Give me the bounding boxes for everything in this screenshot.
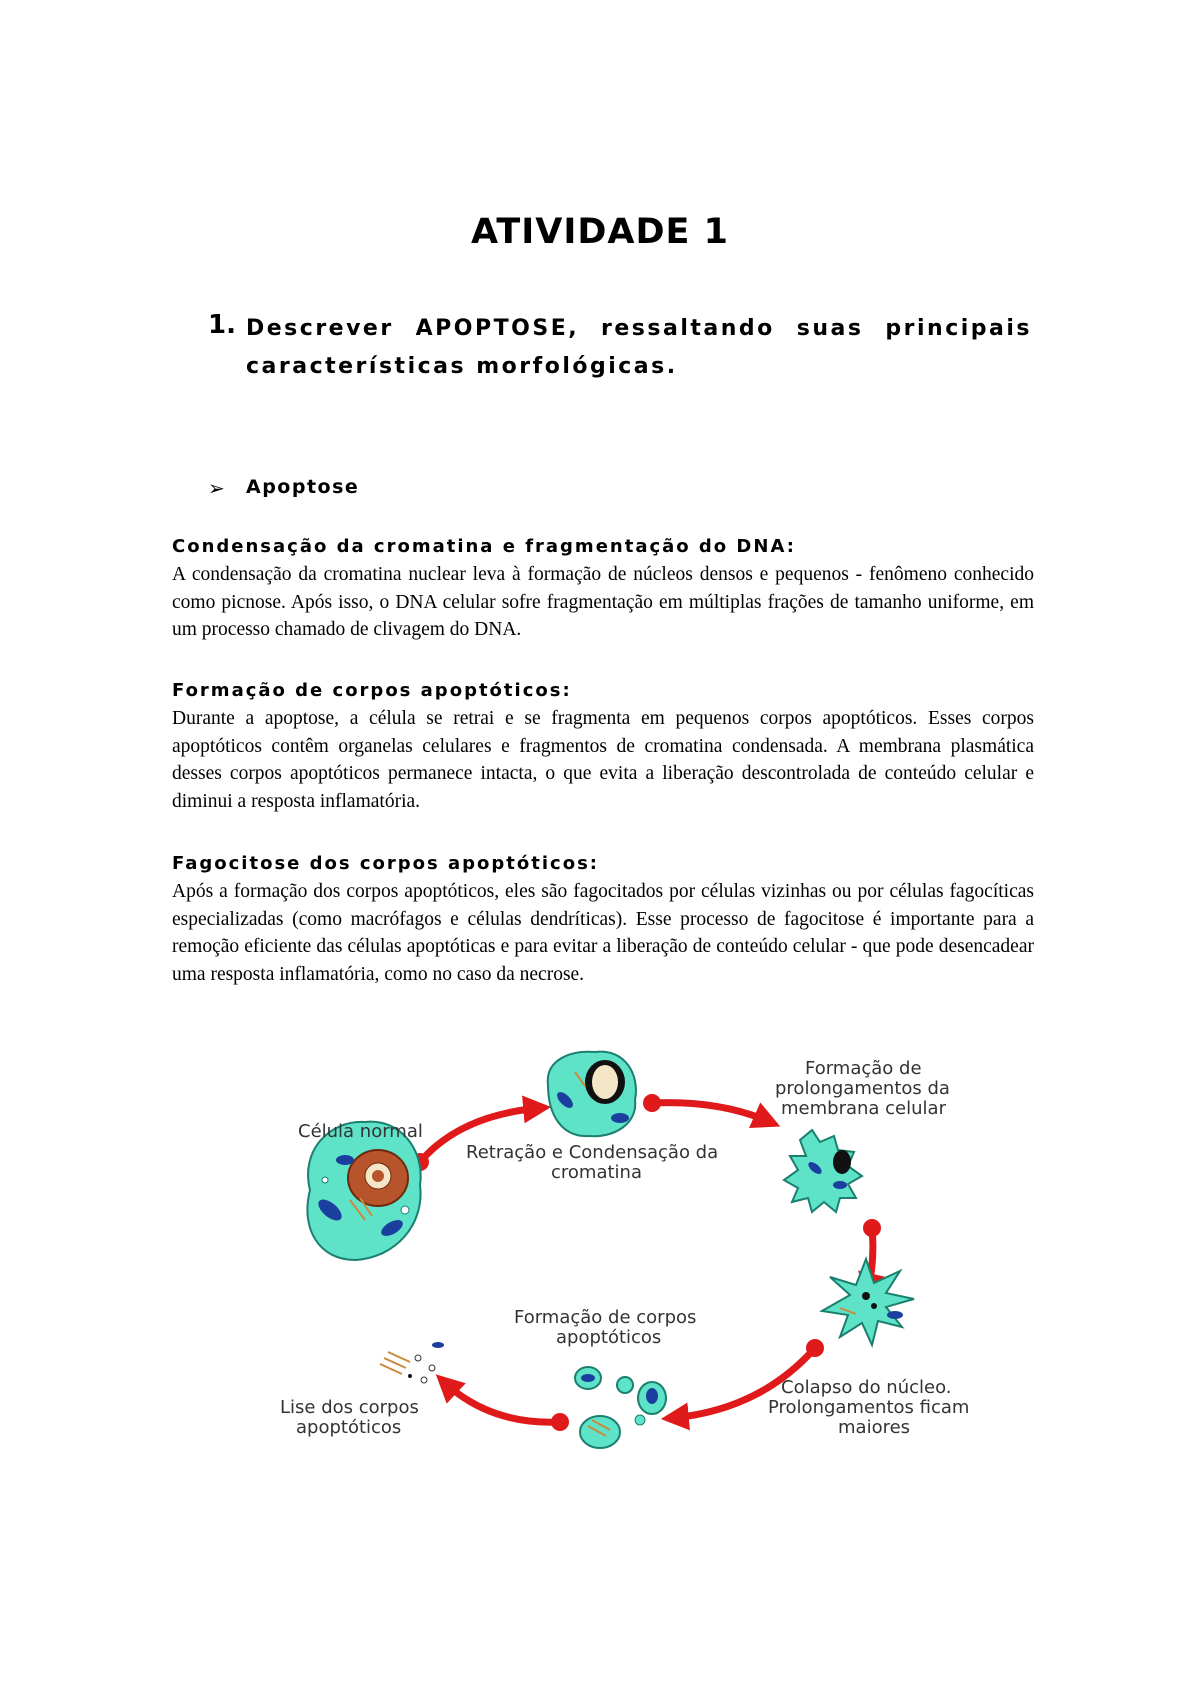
label-prolongamentos: prolongamentos da — [775, 1078, 950, 1099]
label-lise: Lise dos corpos — [280, 1397, 419, 1418]
retracted-cell — [548, 1052, 636, 1137]
label-prolongamentos: Formação de — [805, 1058, 922, 1079]
arrow-bullet-icon: ➢ — [208, 476, 225, 500]
label-colapso-nucleo: Prolongamentos ficam — [768, 1397, 970, 1418]
section-body: Durante a apoptose, a célula se retrai e se fragmenta em pequenos corpos apoptóticos. Esses corpos apoptóticos contêm organelas celulares e fragmentos de cromatina condensada. A membrana plasmática desses corpos apoptóticos permanece intacta, o que evita a liberação descontrolada de conteúdo celular e diminui a resposta inflamatória. — [172, 708, 1034, 812]
label-corpos-apoptoticos: Formação de corpos — [514, 1307, 697, 1328]
section-corpos-apoptoticos — [172, 680, 1034, 815]
label-retraction: cromatina — [551, 1162, 642, 1183]
apoptosis-cycle-diagram — [0, 1030, 1200, 1470]
bullet-heading: Apoptose — [246, 476, 360, 498]
label-retraction: Retração e Condensação da — [466, 1142, 719, 1163]
normal-cell — [307, 1122, 420, 1260]
label-colapso-nucleo: maiores — [838, 1417, 911, 1438]
section-body: A condensação da cromatina nuclear leva à formação de núcleos densos e pequenos - fenômeno conhecido como picnose. Após isso, o DNA celular sofre fragmentação em múltiplas frações de tamanho uniforme, em um processo chamado de clivagem do DNA. — [172, 564, 1034, 640]
arrow-start-dot — [863, 1219, 881, 1237]
label-normal-cell: Célula normal — [298, 1121, 423, 1142]
section-body: Após a formação dos corpos apoptóticos, eles são fagocitados por células vizinhas ou por células fagocíticas especializadas (como macrófagos e células dendríticas). Esse processo de fagocitose é importante para a remoção eficiente das células apoptóticas e para evitar a liberação de conteúdo celular - que pode desencadear uma resposta inflamatória, como no caso da necrose. — [172, 881, 1034, 985]
arrow-start-dot — [806, 1339, 824, 1357]
section-heading: Fagocitose dos corpos apoptóticos: — [172, 853, 599, 874]
arrow-start-dot — [643, 1094, 661, 1112]
question-number: 1. — [208, 310, 236, 340]
arrow-bodies-to-lysis — [444, 1382, 560, 1422]
apoptotic-bodies — [575, 1367, 666, 1448]
lysis-debris — [380, 1342, 444, 1383]
section-heading: Formação de corpos apoptóticos: — [172, 680, 572, 701]
section-heading: Condensação da cromatina e fragmentação do DNA: — [172, 536, 796, 557]
page-title: ATIVIDADE 1 — [470, 212, 730, 252]
label-prolongamentos: membrana celular — [781, 1098, 946, 1119]
label-corpos-apoptoticos: apoptóticos — [556, 1327, 662, 1348]
question-text: Descrever APOPTOSE, ressaltando suas principais características morfológicas. — [246, 316, 1032, 379]
arrow-start-dot — [551, 1413, 569, 1431]
blebbing-cell — [784, 1130, 862, 1212]
label-lise: apoptóticos — [296, 1417, 402, 1438]
section-condensacao — [172, 536, 1034, 644]
arrow-retraction-to-prolong — [652, 1103, 770, 1122]
label-colapso-nucleo: Colapso do núcleo. — [781, 1377, 952, 1398]
collapsing-cell — [822, 1259, 914, 1345]
section-fagocitose — [172, 853, 1034, 988]
